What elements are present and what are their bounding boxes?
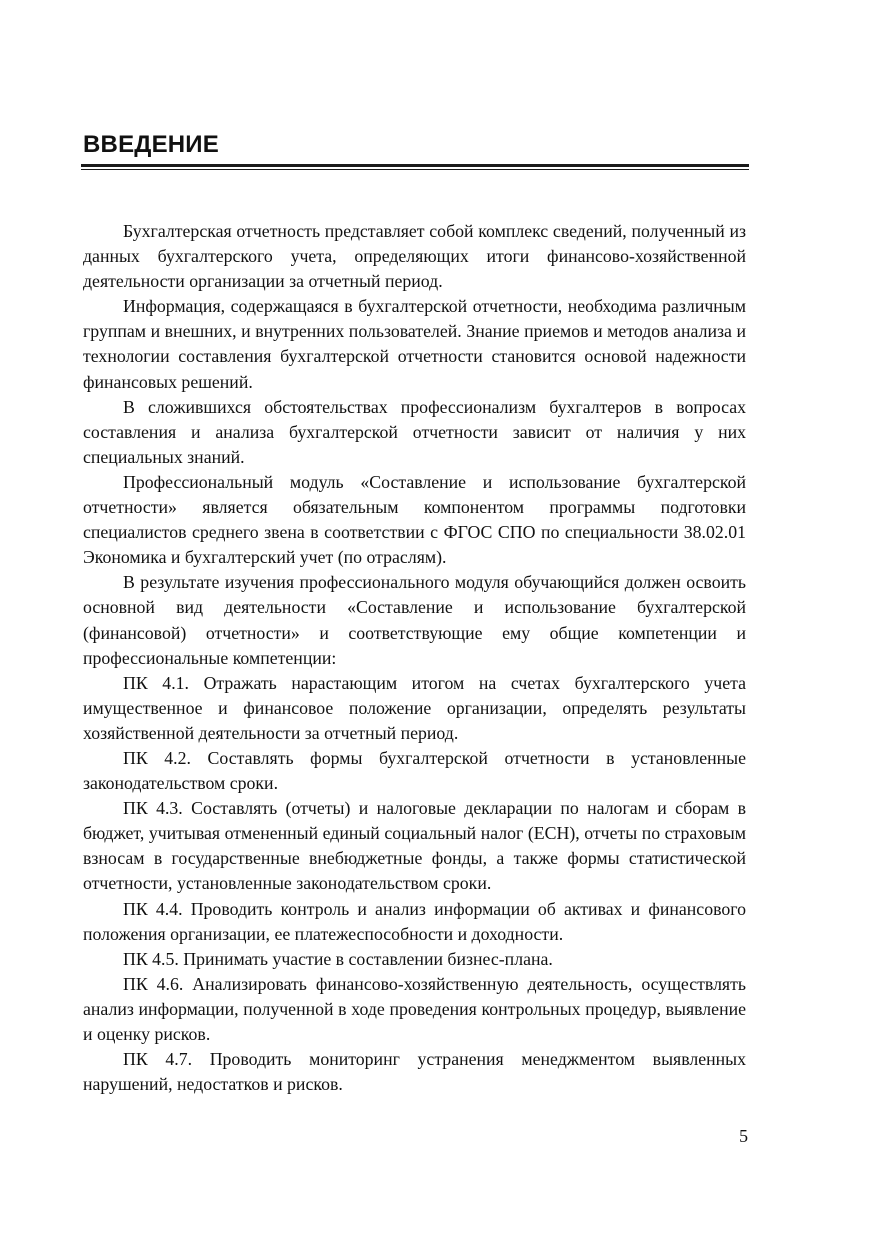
body-text (83, 219, 746, 1097)
page-title: ВВЕДЕНИЕ (83, 131, 219, 158)
paragraph: В сложившихся обстоятельствах профессионализм бухгалтеров в вопросах составления и анализа бухгалтерской отчетности зависит от наличия у них специальных знаний. (83, 396, 746, 467)
competency-item: ПК 4.7. Проводить мониторинг устранения менеджментом выявленных нарушений, недостатков и рисков. (83, 1049, 746, 1095)
competency-item: ПК 4.1. Отражать нарастающим итогом на счетах бухгалтерского учета имущественное и финансовое положение организации, определять результаты хозяйственной деятельности за отчетный период. (83, 672, 746, 743)
title-underline-thick (81, 164, 749, 167)
page-number: 5 (739, 1126, 748, 1146)
title-underline-thin (81, 169, 749, 170)
paragraph: Бухгалтерская отчетность представляет собой комплекс сведений, полученный из данных бухгалтерского учета, определяющих итоги финансово-хозяйственной деятельности организации за отчетный период. (83, 221, 746, 292)
competency-item: ПК 4.5. Принимать участие в составлении бизнес-плана. (123, 948, 553, 969)
paragraph: Информация, содержащаяся в бухгалтерской отчетности, необходима различным группам и внешних, и внутренних пользователей. Знание приемов и методов анализа и технологии составления бухгалтерской отчетности становится основой надежности финансовых решений. (83, 296, 746, 392)
competency-item: ПК 4.6. Анализировать финансово-хозяйственную деятельность, осуществлять анализ информации, полученной в ходе проведения контрольных процедур, выявление и оценку рисков. (83, 973, 746, 1044)
competency-item: ПК 4.3. Составлять (отчеты) и налоговые декларации по налогам и сборам в бюджет, учитывая отмененный единый социальный налог (ЕСН), отчеты по страховым взносам в государственные внебюджетные фонды, а также формы статистической отчетности, установленные законодательством сроки. (83, 798, 746, 894)
competency-item: ПК 4.2. Составлять формы бухгалтерской отчетности в установленные законодательством сроки. (83, 747, 746, 794)
paragraph: В результате изучения профессионального модуля обучающийся должен освоить основной вид деятельности «Составление и использование бухгалтерской (финансовой) отчетности» и соответствующие ему общие компетенции и профессиональные компетенции: (83, 572, 746, 668)
paragraph: Профессиональный модуль «Составление и использование бухгалтерской отчетности» является обязательным компонентом программы подготовки специалистов среднего звена в соответствии с ФГОС СПО по специальности 38.02.01 Экономика и бухгалтерский учет (по отраслям). (83, 471, 746, 568)
competency-item: ПК 4.4. Проводить контроль и анализ информации об активах и финансового положения организации, ее платежеспособности и доходности. (83, 898, 746, 944)
